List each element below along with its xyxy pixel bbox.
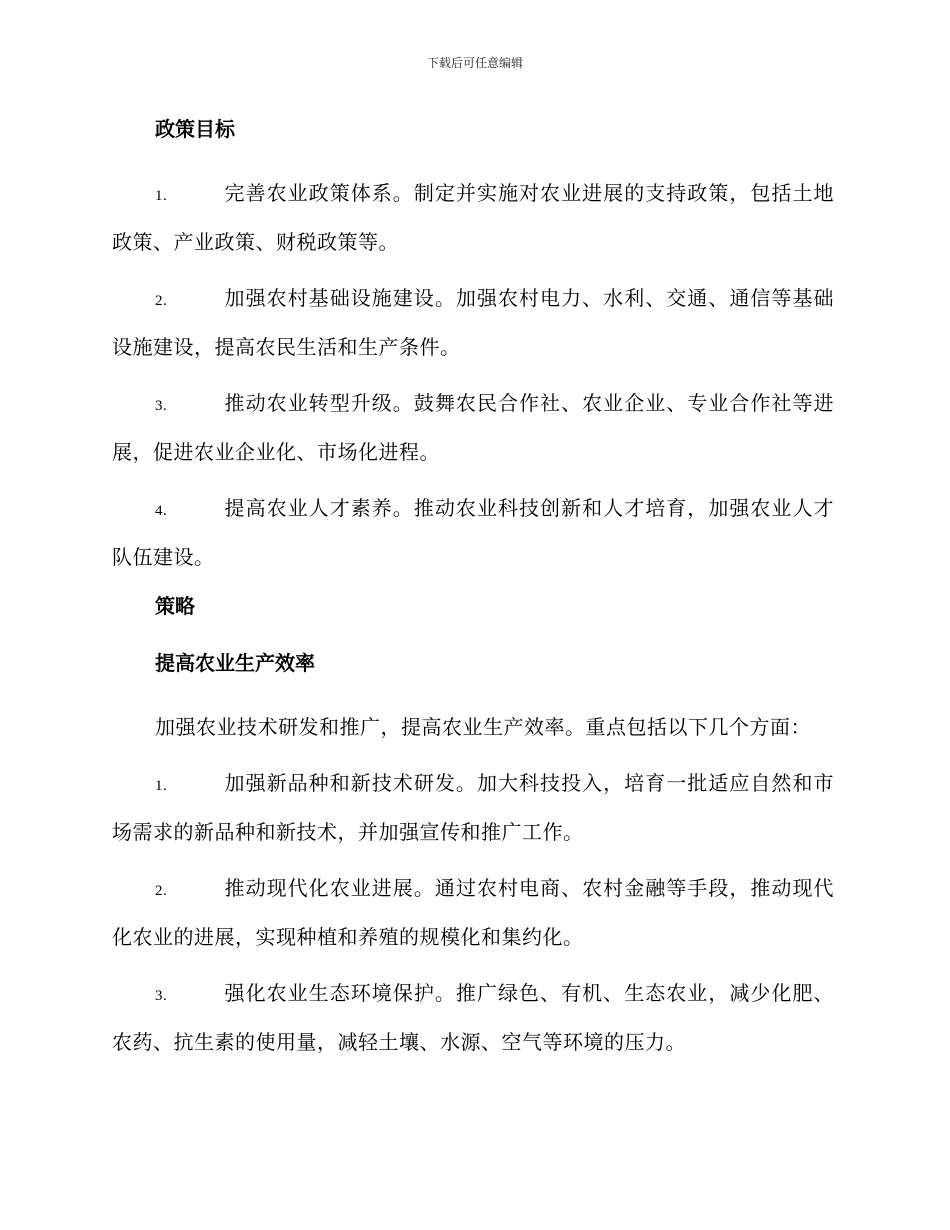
document-body	[112, 113, 834, 1075]
list-item	[112, 485, 834, 580]
list-item	[112, 970, 834, 1065]
list-item-number: 3.	[155, 988, 168, 1004]
list-item-number: 1.	[155, 188, 168, 204]
section-heading-strategy: 策略	[155, 594, 195, 618]
subsection-heading-efficiency: 提高农业生产效率	[155, 651, 315, 675]
list-item-number: 2.	[155, 293, 168, 309]
list-item-text: 加强新品种和新技术研发。加大科技投入，培育一批适应自然和市场需求的新品种和新技术，并加强宣传和推广工作。	[112, 771, 834, 844]
paragraph-efficiency-intro: 加强农业技术研发和推广，提高农业生产效率。重点包括以下几个方面：	[155, 715, 811, 739]
list-item	[112, 380, 834, 475]
list-item-number: 1.	[155, 778, 168, 794]
list-item-text: 推动农业转型升级。鼓舞农民合作社、农业企业、专业合作社等进展，促进农业企业化、市场化进程。	[112, 391, 834, 464]
list-item-number: 2.	[155, 883, 168, 899]
list-item-number: 4.	[155, 503, 168, 519]
section-heading-policy-goals: 政策目标	[155, 117, 235, 141]
list-item-text: 加强农村基础设施建设。加强农村电力、水利、交通、通信等基础设施建设，提高农民生活和生产条件。	[112, 286, 834, 359]
page-header-note: 下载后可任意编辑	[426, 56, 523, 70]
list-item	[112, 170, 834, 265]
list-item-number: 3.	[155, 398, 168, 414]
list-item	[112, 865, 834, 960]
list-item-text: 强化农业生态环境保护。推广绿色、有机、生态农业，减少化肥、农药、抗生素的使用量，减轻土壤、水源、空气等环境的压力。	[112, 981, 834, 1054]
list-item	[112, 760, 834, 855]
list-item	[112, 275, 834, 370]
list-item-text: 完善农业政策体系。制定并实施对农业进展的支持政策，包括土地政策、产业政策、财税政策等。	[112, 181, 834, 254]
list-item-text: 推动现代化农业进展。通过农村电商、农村金融等手段，推动现代化农业的进展，实现种植和养殖的规模化和集约化。	[112, 876, 834, 949]
list-item-text: 提高农业人才素养。推动农业科技创新和人才培育，加强农业人才队伍建设。	[112, 496, 834, 569]
